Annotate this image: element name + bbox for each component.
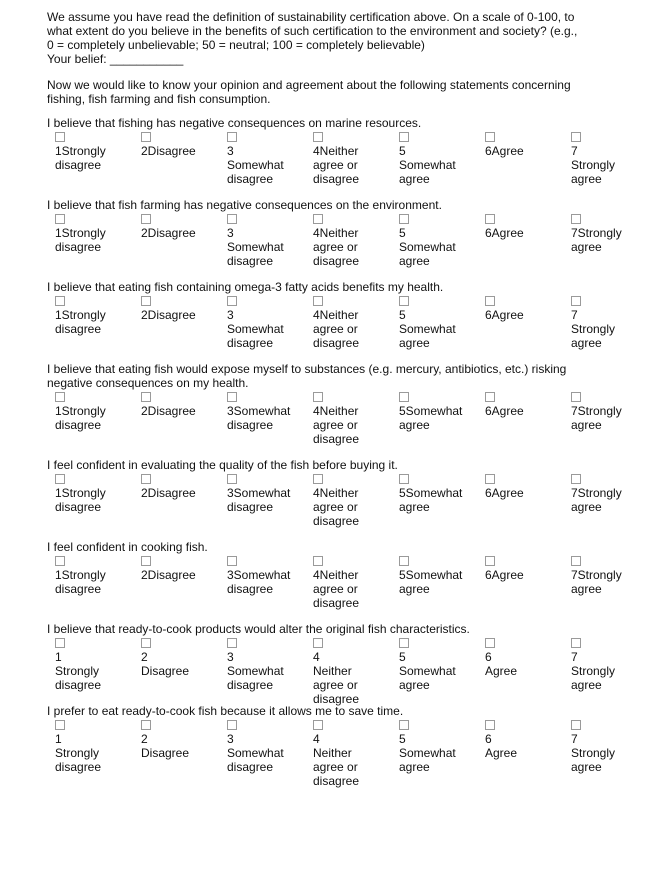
likert-option[interactable]: [477, 294, 559, 322]
likert-option[interactable]: [391, 554, 473, 596]
option-label: 3 Somewhat disagree: [227, 226, 284, 268]
checkbox[interactable]: [141, 638, 151, 648]
questionnaire-document: [47, 10, 627, 788]
checkbox[interactable]: [571, 556, 581, 566]
checkbox[interactable]: [141, 296, 151, 306]
likert-option[interactable]: [563, 130, 645, 186]
likert-option[interactable]: [563, 212, 645, 254]
likert-option[interactable]: [133, 130, 215, 158]
option-label: 7Strongly agree: [571, 226, 622, 254]
likert-option[interactable]: [47, 390, 129, 432]
likert-option[interactable]: [47, 294, 129, 336]
likert-options: [47, 472, 627, 530]
question-text: I believe that ready-to-cook products would alter the original fish characteristics.: [47, 622, 470, 636]
option-label: 3Somewhat disagree: [227, 404, 291, 432]
checkbox[interactable]: [55, 720, 65, 730]
likert-option[interactable]: [477, 130, 559, 158]
option-label: 4Neither agree or disagree: [313, 308, 360, 350]
checkbox[interactable]: [485, 296, 495, 306]
option-label: 1 Strongly disagree: [55, 732, 102, 774]
checkbox[interactable]: [227, 556, 237, 566]
likert-option[interactable]: [305, 390, 387, 446]
checkbox[interactable]: [485, 556, 495, 566]
checkbox[interactable]: [141, 214, 151, 224]
likert-option[interactable]: [563, 718, 645, 774]
checkbox[interactable]: [55, 556, 65, 566]
option-label: 1Strongly disagree: [55, 486, 106, 514]
option-label: 6Agree: [485, 404, 524, 418]
likert-option[interactable]: [477, 212, 559, 240]
likert-option[interactable]: [391, 294, 473, 350]
question-block: [47, 116, 627, 188]
option-label: 6Agree: [485, 308, 524, 322]
likert-option[interactable]: [133, 294, 215, 322]
likert-option[interactable]: [305, 718, 387, 788]
checkbox[interactable]: [313, 214, 323, 224]
checkbox[interactable]: [399, 556, 409, 566]
checkbox[interactable]: [141, 556, 151, 566]
likert-option[interactable]: [305, 472, 387, 528]
option-label: 4Neither agree or disagree: [313, 568, 360, 610]
option-label: 6 Agree: [485, 732, 518, 760]
likert-options: [47, 554, 627, 612]
checkbox[interactable]: [571, 392, 581, 402]
likert-option[interactable]: [563, 472, 645, 514]
likert-option[interactable]: [47, 130, 129, 172]
likert-option[interactable]: [563, 636, 645, 692]
question-text: I prefer to eat ready-to-cook fish because it allows me to save time.: [47, 704, 404, 718]
likert-option[interactable]: [219, 472, 301, 514]
option-label: 1Strongly disagree: [55, 226, 106, 254]
likert-option[interactable]: [391, 636, 473, 692]
checkbox[interactable]: [571, 132, 581, 142]
checkbox[interactable]: [571, 474, 581, 484]
checkbox[interactable]: [399, 720, 409, 730]
option-label: 7 Strongly agree: [571, 650, 616, 692]
option-label: 3 Somewhat disagree: [227, 308, 284, 350]
option-label: 4 Neither agree or disagree: [313, 732, 360, 788]
checkbox[interactable]: [227, 296, 237, 306]
opinion-intro-text: Now we would like to know your opinion and agreement about the following statements concerning fishing, fish farming and fish consumption.: [47, 78, 571, 106]
checkbox[interactable]: [313, 556, 323, 566]
checkbox[interactable]: [399, 296, 409, 306]
question-block: [47, 458, 627, 530]
option-label: 7Strongly agree: [571, 486, 622, 514]
option-label: 6Agree: [485, 568, 524, 582]
checkbox[interactable]: [55, 214, 65, 224]
likert-option[interactable]: [133, 554, 215, 582]
question-block: [47, 622, 627, 706]
likert-option[interactable]: [219, 554, 301, 596]
checkbox[interactable]: [313, 720, 323, 730]
checkbox[interactable]: [571, 214, 581, 224]
option-label: 5 Somewhat agree: [399, 226, 456, 268]
option-label: 6Agree: [485, 226, 524, 240]
option-label: 4Neither agree or disagree: [313, 226, 360, 268]
likert-option[interactable]: [305, 130, 387, 186]
option-label: 4Neither agree or disagree: [313, 404, 360, 446]
likert-option[interactable]: [219, 294, 301, 350]
likert-option[interactable]: [391, 130, 473, 186]
likert-option[interactable]: [47, 554, 129, 596]
option-label: 1Strongly disagree: [55, 308, 106, 336]
question-text: I believe that fishing has negative consequences on marine resources.: [47, 116, 422, 130]
likert-option[interactable]: [305, 554, 387, 610]
option-label: 4 Neither agree or disagree: [313, 650, 360, 706]
likert-option[interactable]: [219, 212, 301, 268]
option-label: 5 Somewhat agree: [399, 308, 456, 350]
likert-option[interactable]: [477, 472, 559, 500]
option-label: 1Strongly disagree: [55, 568, 106, 596]
option-label: 2Disagree: [141, 568, 196, 582]
checkbox[interactable]: [313, 638, 323, 648]
checkbox[interactable]: [227, 132, 237, 142]
question-block: [47, 198, 627, 270]
checkbox[interactable]: [55, 296, 65, 306]
option-label: 5 Somewhat agree: [399, 650, 456, 692]
likert-option[interactable]: [563, 294, 645, 350]
checkbox[interactable]: [55, 474, 65, 484]
question-text: I believe that eating fish would expose myself to substances (e.g. mercury, antibiotics, etc.) risking negative consequences on my health.: [47, 362, 567, 390]
checkbox[interactable]: [399, 474, 409, 484]
likert-option[interactable]: [477, 636, 559, 678]
checkbox[interactable]: [141, 474, 151, 484]
likert-option[interactable]: [563, 554, 645, 596]
checkbox[interactable]: [227, 214, 237, 224]
checkbox[interactable]: [313, 296, 323, 306]
option-label: 4Neither agree or disagree: [313, 486, 360, 528]
checkbox[interactable]: [485, 132, 495, 142]
checkbox[interactable]: [399, 392, 409, 402]
likert-options: [47, 718, 627, 788]
checkbox[interactable]: [313, 392, 323, 402]
likert-option[interactable]: [305, 636, 387, 706]
checkbox[interactable]: [141, 132, 151, 142]
checkbox[interactable]: [399, 214, 409, 224]
option-label: 2Disagree: [141, 486, 196, 500]
option-label: 2 Disagree: [141, 650, 190, 678]
likert-options: [47, 294, 627, 352]
question-block: [47, 362, 627, 448]
checkbox[interactable]: [313, 474, 323, 484]
checkbox[interactable]: [141, 392, 151, 402]
option-label: 4Neither agree or disagree: [313, 144, 360, 186]
checkbox[interactable]: [399, 132, 409, 142]
checkbox[interactable]: [485, 638, 495, 648]
likert-option[interactable]: [391, 390, 473, 432]
belief-answer-line[interactable]: Your belief: ___________: [47, 52, 184, 66]
option-label: 7 Strongly agree: [571, 144, 616, 186]
likert-option[interactable]: [133, 636, 215, 678]
likert-option[interactable]: [47, 718, 129, 774]
question-list: [47, 116, 627, 788]
likert-option[interactable]: [47, 636, 129, 692]
option-label: 6Agree: [485, 486, 524, 500]
question-text: I believe that eating fish containing omega-3 fatty acids benefits my health.: [47, 280, 444, 294]
question-block: [47, 540, 627, 612]
certification-intro-text: We assume you have read the definition of sustainability certification above. On a scale of 0-100, to what extent do you believe in the benefits of such certification to the environment and society? (e.g., 0 = completely unbelievable; 50 = neutral; 100 = completely believable): [47, 10, 578, 52]
option-label: 2Disagree: [141, 226, 196, 240]
checkbox[interactable]: [485, 214, 495, 224]
option-label: 1 Strongly disagree: [55, 650, 102, 692]
likert-option[interactable]: [219, 130, 301, 186]
option-label: 7 Strongly agree: [571, 308, 616, 350]
option-label: 3 Somewhat disagree: [227, 732, 284, 774]
question-block: [47, 280, 627, 352]
likert-option[interactable]: [477, 718, 559, 760]
question-text: I feel confident in cooking fish.: [47, 540, 208, 554]
checkbox[interactable]: [571, 296, 581, 306]
option-label: 3 Somewhat disagree: [227, 650, 284, 692]
option-label: 2 Disagree: [141, 732, 190, 760]
likert-option[interactable]: [219, 636, 301, 692]
option-label: 5Somewhat agree: [399, 486, 463, 514]
likert-option[interactable]: [133, 472, 215, 500]
likert-option[interactable]: [133, 212, 215, 240]
checkbox[interactable]: [227, 474, 237, 484]
option-label: 2Disagree: [141, 144, 196, 158]
question-text: I believe that fish farming has negative consequences on the environment.: [47, 198, 442, 212]
likert-option[interactable]: [133, 718, 215, 760]
option-label: 2Disagree: [141, 308, 196, 322]
likert-option[interactable]: [391, 472, 473, 514]
likert-option[interactable]: [133, 390, 215, 418]
option-label: 3 Somewhat disagree: [227, 144, 284, 186]
likert-option[interactable]: [219, 390, 301, 432]
question-block: [47, 704, 627, 788]
question-text: I feel confident in evaluating the quality of the fish before buying it.: [47, 458, 398, 472]
option-label: 3Somewhat disagree: [227, 486, 291, 514]
checkbox[interactable]: [485, 392, 495, 402]
checkbox[interactable]: [227, 720, 237, 730]
likert-option[interactable]: [219, 718, 301, 774]
option-label: 5 Somewhat agree: [399, 732, 456, 774]
checkbox[interactable]: [141, 720, 151, 730]
checkbox[interactable]: [485, 720, 495, 730]
checkbox[interactable]: [55, 132, 65, 142]
checkbox[interactable]: [399, 638, 409, 648]
likert-option[interactable]: [305, 294, 387, 350]
likert-option[interactable]: [47, 212, 129, 254]
likert-options: [47, 636, 627, 706]
likert-options: [47, 130, 627, 188]
likert-option[interactable]: [477, 554, 559, 582]
checkbox[interactable]: [227, 392, 237, 402]
likert-options: [47, 390, 627, 448]
likert-options: [47, 212, 627, 270]
option-label: 3Somewhat disagree: [227, 568, 291, 596]
checkbox[interactable]: [55, 638, 65, 648]
likert-option[interactable]: [391, 718, 473, 774]
option-label: 5Somewhat agree: [399, 404, 463, 432]
option-label: 6Agree: [485, 144, 524, 158]
option-label: 7Strongly agree: [571, 404, 622, 432]
likert-option[interactable]: [477, 390, 559, 418]
option-label: 7 Strongly agree: [571, 732, 616, 774]
checkbox[interactable]: [571, 720, 581, 730]
option-label: 1Strongly disagree: [55, 404, 106, 432]
checkbox[interactable]: [227, 638, 237, 648]
likert-option[interactable]: [47, 472, 129, 514]
option-label: 6 Agree: [485, 650, 518, 678]
checkbox[interactable]: [485, 474, 495, 484]
checkbox[interactable]: [55, 392, 65, 402]
spacer: [47, 66, 627, 78]
option-label: 5 Somewhat agree: [399, 144, 456, 186]
likert-option[interactable]: [305, 212, 387, 268]
option-label: 2Disagree: [141, 404, 196, 418]
checkbox[interactable]: [313, 132, 323, 142]
option-label: 7Strongly agree: [571, 568, 622, 596]
checkbox[interactable]: [571, 638, 581, 648]
likert-option[interactable]: [391, 212, 473, 268]
option-label: 1Strongly disagree: [55, 144, 106, 172]
option-label: 5Somewhat agree: [399, 568, 463, 596]
likert-option[interactable]: [563, 390, 645, 432]
